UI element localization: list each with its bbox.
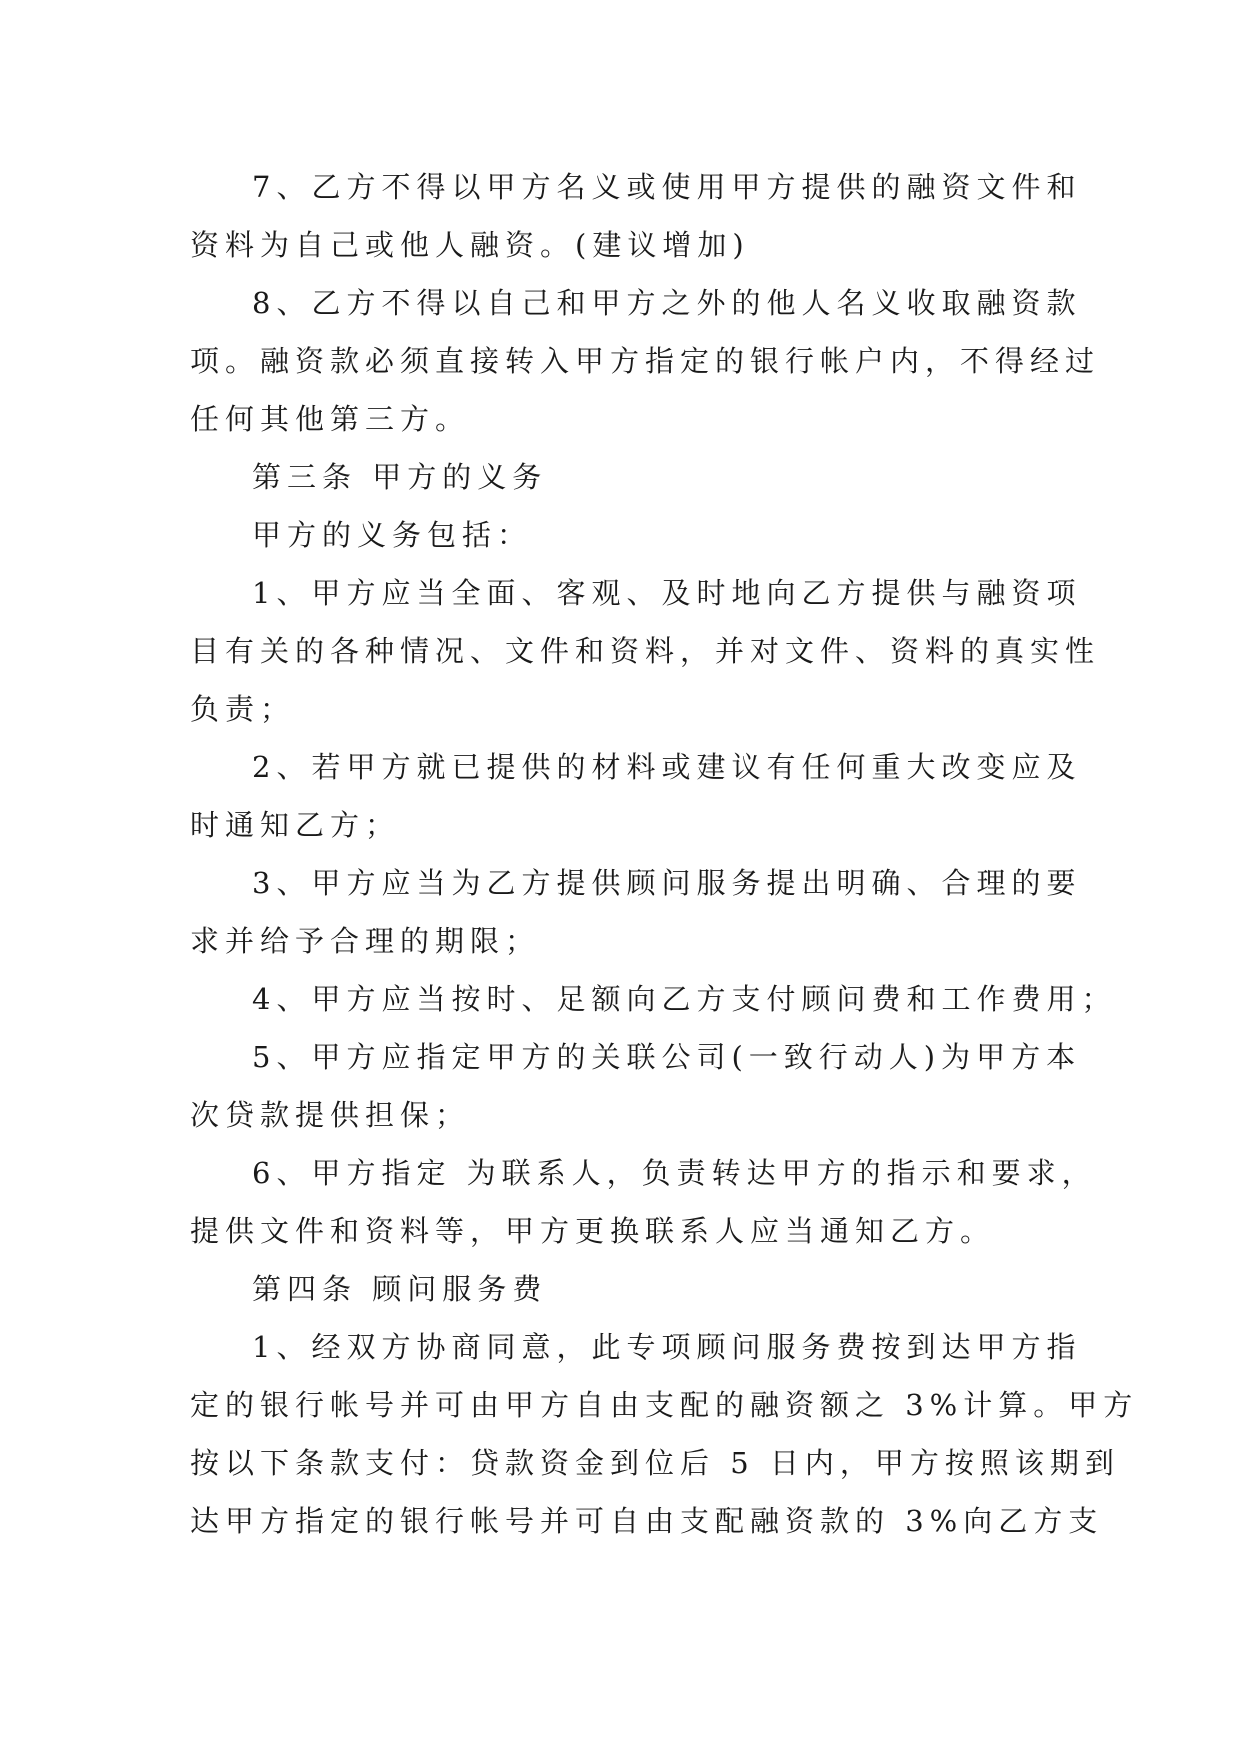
- text-line: 项。融资款必须直接转入甲方指定的银行帐户内，不得经过: [190, 344, 1101, 378]
- text-line: 7、乙方不得以甲方名义或使用甲方提供的融资文件和: [252, 170, 1082, 204]
- text-line: 1、经双方协商同意，此专项顾问服务费按到达甲方指: [252, 1330, 1082, 1364]
- text-line: 1、甲方应当全面、客观、及时地向乙方提供与融资项: [252, 576, 1082, 610]
- section-heading: 第三条 甲方的义务: [252, 460, 548, 494]
- text-line: 资料为自己或他人融资。(建议增加): [190, 228, 750, 262]
- text-line: 任何其他第三方。: [190, 402, 471, 436]
- text-line: 提供文件和资料等，甲方更换联系人应当通知乙方。: [190, 1214, 996, 1248]
- text-line: 4、甲方应当按时、足额向乙方支付顾问费和工作费用；: [252, 982, 1117, 1016]
- text-line: 负责；: [190, 692, 296, 726]
- text-line: 甲方的义务包括：: [252, 518, 533, 552]
- section-heading: 第四条 顾问服务费: [252, 1272, 548, 1306]
- text-line: 6、甲方指定 为联系人，负责转达甲方的指示和要求，: [252, 1156, 1097, 1190]
- text-line: 5、甲方应指定甲方的关联公司(一致行动人)为甲方本: [252, 1040, 1082, 1074]
- text-line: 目有关的各种情况、文件和资料，并对文件、资料的真实性: [190, 634, 1101, 668]
- text-line: 达甲方指定的银行帐号并可自由支配融资款的 3%向乙方支: [190, 1504, 1104, 1538]
- text-line: 2、若甲方就已提供的材料或建议有任何重大改变应及: [252, 750, 1082, 784]
- text-line: 定的银行帐号并可由甲方自由支配的融资额之 3%计算。甲方: [190, 1388, 1139, 1422]
- document-page: [190, 158, 1139, 1550]
- text-line: 3、甲方应当为乙方提供顾问服务提出明确、合理的要: [252, 866, 1082, 900]
- text-line: 按以下条款支付：贷款资金到位后 5 日内，甲方按照该期到: [190, 1446, 1120, 1480]
- text-line: 8、乙方不得以自己和甲方之外的他人名义收取融资款: [252, 286, 1082, 320]
- text-line: 求并给予合理的期限；: [190, 924, 541, 958]
- text-line: 时通知乙方；: [190, 808, 401, 842]
- text-line: 次贷款提供担保；: [190, 1098, 471, 1132]
